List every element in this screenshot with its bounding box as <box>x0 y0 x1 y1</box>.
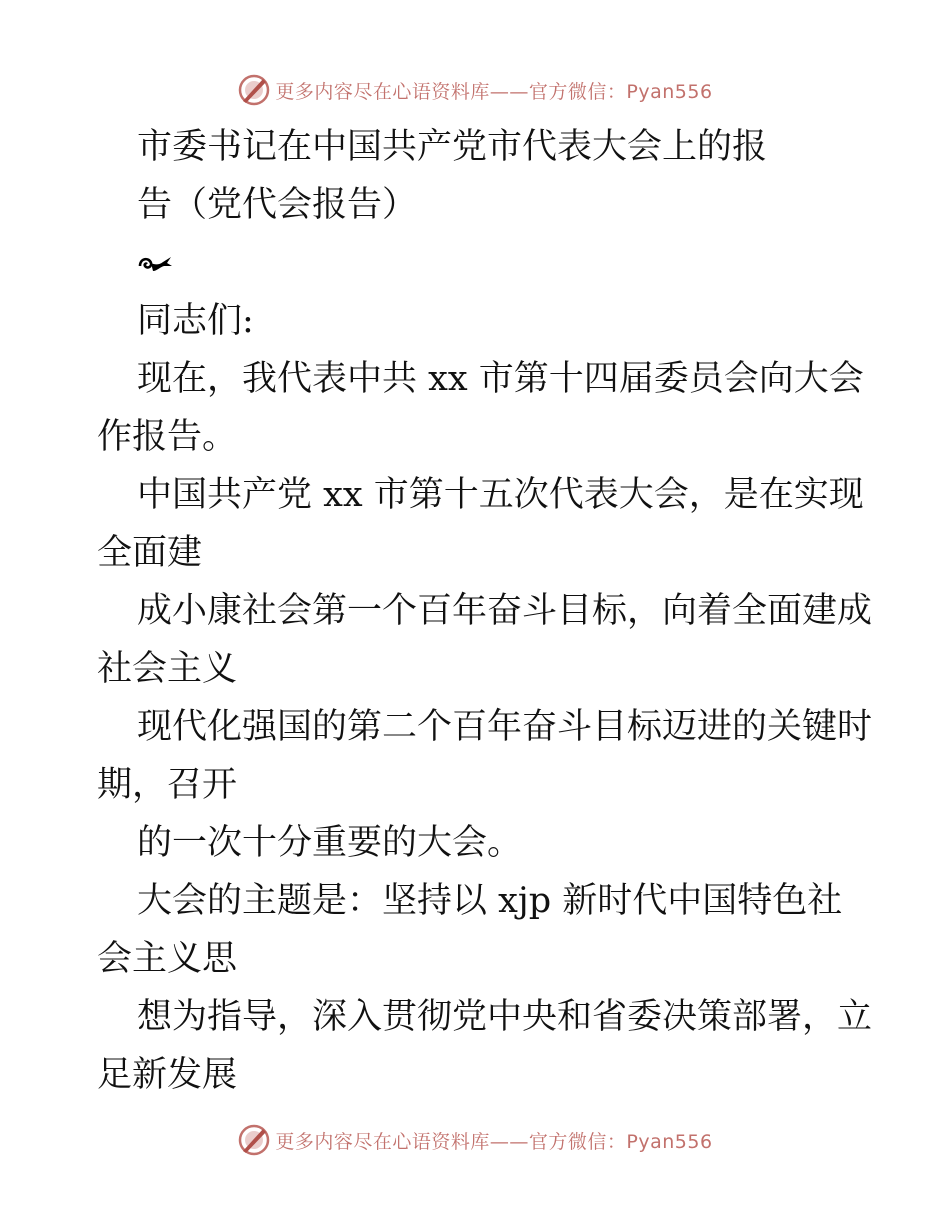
text-line: 的一次十分重要的大会。 <box>137 823 523 863</box>
document-title-line: 告（党代会报告） <box>137 185 418 225</box>
paragraph-lines <box>97 292 873 1104</box>
text-line: 大会的主题是：坚持以 xjp 新时代中国特色社 <box>137 881 843 921</box>
document-body <box>97 118 873 1104</box>
text-line: 成小康社会第一个百年奋斗目标，向着全面建成 <box>137 591 873 631</box>
quill-logo-icon <box>237 1123 271 1157</box>
text-line: 想为指导，深入贯彻党中央和省委决策部署，立 <box>137 997 873 1037</box>
fleuron-icon <box>137 252 173 274</box>
document-title-line: 市委书记在中国共产党市代表大会上的报 <box>137 127 768 167</box>
text-line: 社会主义 <box>97 649 238 689</box>
text-line: 中国共产党 xx 市第十五次代表大会，是在实现 <box>137 475 864 515</box>
watermark-header <box>0 70 950 110</box>
text-line: 现在，我代表中共 xx 市第十四届委员会向大会 <box>137 359 864 399</box>
watermark-text: 更多内容尽在心语资料库——官方微信： <box>275 80 627 103</box>
ornament <box>97 234 857 292</box>
text-line: 会主义思 <box>97 939 238 979</box>
text-line: 作报告。 <box>97 417 238 457</box>
text-line: 同志们: <box>137 301 254 341</box>
watermark-text: 更多内容尽在心语资料库——官方微信： <box>275 1130 627 1153</box>
text-line: 足新发展 <box>97 1055 238 1095</box>
text-line: 现代化强国的第二个百年奋斗目标迈进的关键时 <box>137 707 873 747</box>
text-line: 全面建 <box>97 533 203 573</box>
quill-logo-icon <box>237 73 271 107</box>
watermark-wechat-id: Pyan556 <box>626 1130 713 1153</box>
watermark-wechat-id: Pyan556 <box>626 80 713 103</box>
text-line: 期，召开 <box>97 765 238 805</box>
watermark-footer <box>0 1120 950 1160</box>
